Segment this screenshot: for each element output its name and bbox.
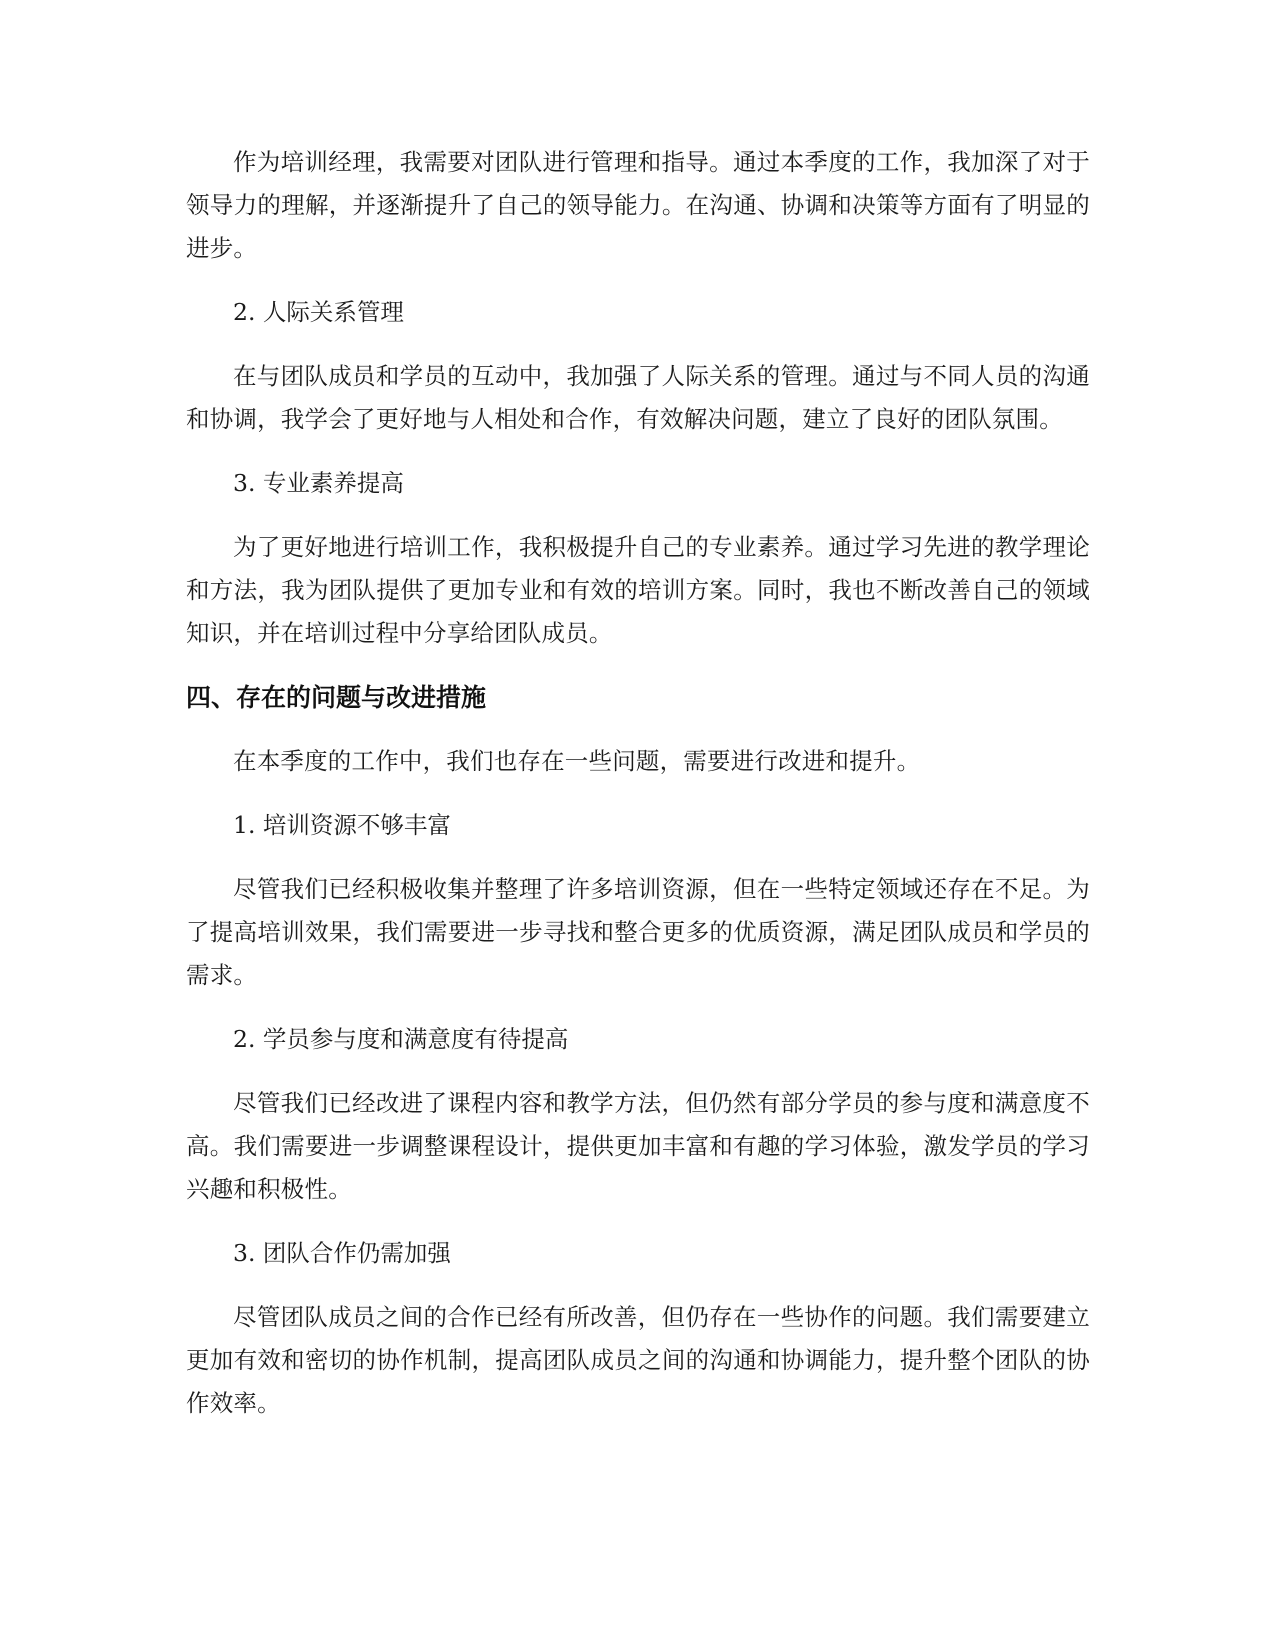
paragraph-problems-intro: 在本季度的工作中，我们也存在一些问题，需要进行改进和提升。 xyxy=(233,747,921,775)
list-item-engagement: 2. 学员参与度和满意度有待提高 xyxy=(233,1025,569,1053)
list-item-professional: 3. 专业素养提高 xyxy=(233,469,404,497)
paragraph-engagement: 尽管我们已经改进了课程内容和教学方法，但仍然有部分学员的参与度和满意度不高。我们需要进一步调整课程设计，提供更加丰富和有趣的学习体验，激发学员的学习兴趣和积极性。 xyxy=(186,1089,1090,1203)
list-item-resources: 1. 培训资源不够丰富 xyxy=(233,811,451,839)
paragraph-leadership: 作为培训经理，我需要对团队进行管理和指导。通过本季度的工作，我加深了对于领导力的理解，并逐渐提升了自己的领导能力。在沟通、协调和决策等方面有了明显的进步。 xyxy=(186,148,1090,262)
paragraph-professional: 为了更好地进行培训工作，我积极提升自己的专业素养。通过学习先进的教学理论和方法，我为团队提供了更加专业和有效的培训方案。同时，我也不断改善自己的领域知识，并在培训过程中分享给团队成员。 xyxy=(186,533,1090,647)
paragraph-teamwork: 尽管团队成员之间的合作已经有所改善，但仍存在一些协作的问题。我们需要建立更加有效和密切的协作机制，提高团队成员之间的沟通和协调能力，提升整个团队的协作效率。 xyxy=(186,1303,1090,1417)
paragraph-interpersonal: 在与团队成员和学员的互动中，我加强了人际关系的管理。通过与不同人员的沟通和协调，我学会了更好地与人相处和合作，有效解决问题，建立了良好的团队氛围。 xyxy=(186,362,1090,433)
paragraph-resources: 尽管我们已经积极收集并整理了许多培训资源，但在一些特定领域还存在不足。为了提高培训效果，我们需要进一步寻找和整合更多的优质资源，满足团队成员和学员的需求。 xyxy=(186,875,1090,989)
section-heading-problems: 四、存在的问题与改进措施 xyxy=(186,683,487,712)
document-body xyxy=(186,141,1090,1425)
list-item-teamwork: 3. 团队合作仍需加强 xyxy=(233,1239,451,1267)
list-item-interpersonal: 2. 人际关系管理 xyxy=(233,298,404,326)
